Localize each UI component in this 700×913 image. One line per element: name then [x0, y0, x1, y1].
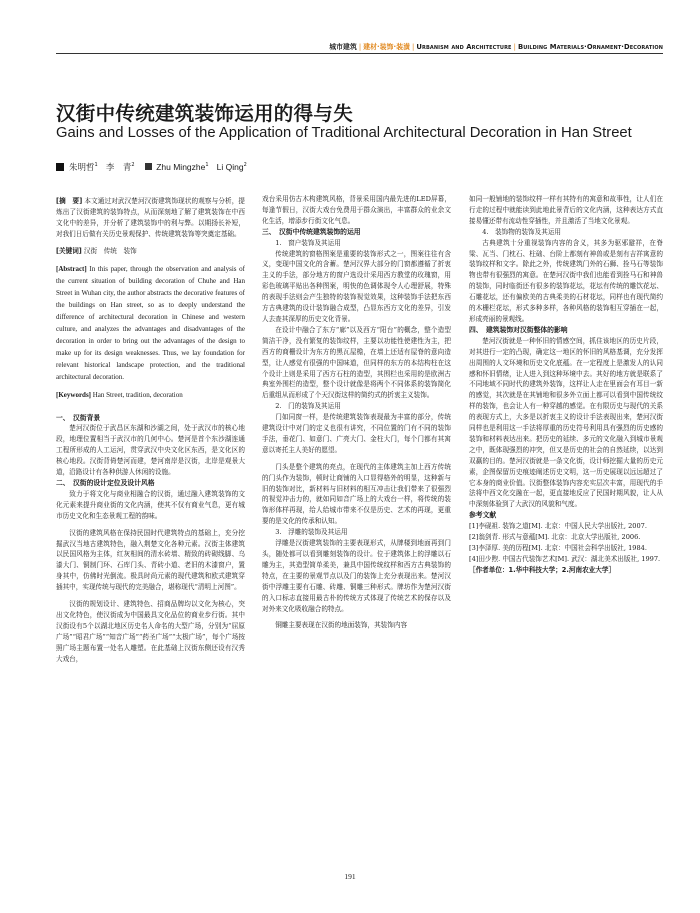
- author-affiliation: ［作者单位：1.华中科技大学；2.河南农业大学］: [469, 565, 616, 574]
- subsection-heading: 2. 门的装饰及其运用: [275, 402, 341, 411]
- paragraph: 古典建筑十分重视装饰内容的含义，其多为驱邪避祥，在脊梁、瓦当、门枕石、柱础、台阶上都刻有神兽或是刻有吉祥寓意的装饰纹样和文字。除此之外，传统建筑门外的石狮、拴马石等装饰物也带有很强烈的寓意。在楚河汉街中我们也能看到拴马石和神兽的装饰，同时临街还有很多的装饰花坛，花坛有传统的雕饮花坛、石雕花坛，还有偏欧美的古典柔美的石材花坛，同样也有现代简约的木栅栏花坛，形式多种多样，各种风格的装饰相互穿插在一起，形成亮丽的景观线。: [469, 238, 663, 323]
- paragraph: 门头是整个建筑的亮点，在现代的主体建筑主加上西方传统的门头作为装饰，顿时让商铺的入口显得格外的明显，这种新与旧的装饰对比，新材料与旧材料的相互冲击让我们带来了很强烈的视觉冲击力的，就如同如音广场上的大戏台一样，将传统的装饰形体样再现，给人给城市带来不仅是历史、艺术的再现，更重要的是文化的传承和认知。: [262, 462, 451, 526]
- paragraph: 汉街的建筑风格在保持民国时代建筑特点的基础上，充分挖掘武汉当地古建筑特色，融入荆楚文化各种元素。汉街主体建筑以民国风格为主体，红灰相间的清水砖墙、精致的砖砌线脚、乌漆大门、铜制门环、石库门头、青砖小道、老旧的木漆窗户，置身其中，仿佛时光倒流。极具时尚元素的现代建筑和欧式建筑穿插其中，实现传统与现代的完美融合，堪称现代“清明上河图”。: [56, 528, 245, 592]
- column-2: [262, 194, 451, 631]
- author-2: 李 青: [105, 163, 132, 173]
- abstract-cn: [摘 要] 本文通过对武汉楚河汉街建筑饰现状的观察与分析，提炼出了汉街建筑的装饰特点，从而深刻地了解了建筑装饰在中西文化中的差异，并分析了建筑装饰中的利与弊。以期扬长补短，对我们日后做有关历史景观保护、传统建筑装饰等突奠定基础。: [56, 197, 245, 238]
- header-en2: Building Materials·Ornament·Decoration: [517, 43, 663, 51]
- subsection-heading: 4. 装饰物的装饰及其运用: [482, 227, 562, 236]
- subsection-heading: 3. 浮雕的装饰及其运用: [275, 528, 348, 537]
- authors: 朱明哲$^1$ 李 青$^2$ Zhu Mingzhe$^1$ Li Qing$^2$: [56, 161, 247, 173]
- references-heading: 参考文献: [469, 511, 497, 520]
- header-rule: [56, 53, 663, 54]
- page-number: 191: [344, 872, 356, 881]
- column-1: [56, 196, 245, 664]
- keywords-en: [Keywords] Han Street, tradition, decoration: [56, 390, 183, 399]
- author-1: 朱明哲: [69, 163, 95, 173]
- reference-item: [4]田少煦. 中国古代装饰艺术[M]. 武汉：湖北美术出版社, 1997.: [469, 554, 661, 563]
- section-heading: 一、 汉街背景: [56, 413, 101, 422]
- paragraph: 浮雕是汉街建筑装饰的主要表现形式，从牌楼到地面再到门头，随处都可以看到雕刻装饰的设计。位于建筑体上的浮雕以石雕为主，其造型简单柔美，兼具中国传统纹样和西方古典装饰的特点，在主要的景观节点以及门的装饰上充分表现出来。楚河汉街中浮雕主要有石雕、砖雕、铜雕三种形式。牌坊作为楚河汉街的入口标志直接用最古朴的传统方式体现了传统艺术的保存以及对外来文化吸收融合的特点。: [262, 539, 451, 613]
- paragraph: 铜雕主要表现在汉街的地面装饰，其装饰内容: [275, 621, 408, 630]
- title-cn: 汉街中传统建筑装饰运用的得与失: [56, 102, 354, 125]
- column-3: [469, 194, 663, 576]
- subsection-heading: 1. 窗户装饰及其运用: [275, 238, 341, 247]
- keywords-cn: [关键词] 汉街 传统 装饰: [56, 246, 137, 255]
- reference-item: [3]李泽厚. 美的历程[M]. 北京：中国社会科学出版社, 1984.: [469, 544, 647, 552]
- author-en-1: Zhu Mingzhe: [156, 162, 206, 172]
- header-sep3: |: [513, 43, 516, 51]
- abstract-en: [Abstract] In this paper, through the observation and analysis of the current situation of building decoration of Chuhe and Han Street in Wuhan city, the author abstracts the decorative features of the buildings on Han street, so as to deeply understand the difference of architectural decoration in Chinese and western culture, and analyzes the advantages and disadvantages of the decoration in order to bring out the advantages of the design to make up for its design weaknesses. Thus, we lay foundation for relevant historical landscape protection, and the traditional architectural decoration.: [56, 264, 246, 381]
- header-sep1: |: [358, 43, 362, 51]
- reference-item: [2]翁剑青. 形式与意蕴[M]. 北京：北京大学出版社, 2006.: [469, 533, 641, 542]
- author-en-2: Li Qing: [216, 162, 244, 172]
- header-cn1: 城市建筑: [329, 43, 357, 51]
- paragraph: 戏台采用仿古木构建筑风格，背景采用国内最先进的LED屏幕，每逢节假日，汉街大戏台免费用于群众演出，丰富群众的业余文化生活，增添步行街文化气息。: [262, 195, 451, 225]
- section-heading: 三、 汉街中传统建筑装饰的运用: [262, 227, 361, 236]
- square-icon: [145, 163, 152, 170]
- header-sep2: |: [412, 43, 415, 51]
- reference-item: [1]李砚祖. 装饰之道[M]. 北京：中国人民大学出版社, 2007.: [469, 522, 647, 531]
- running-header: [0, 41, 663, 51]
- paragraph: 传统建筑的窗格图案是重要的装饰形式之一，图案往往有含义，变现中国文化的含蓄。楚河汉界大部分的门窗都遵循了折衷主义的手法，部分地方的窗户选设计采用西方教堂的玫瑰窗，用彩色玻璃平贴出各种图案，明快的色调体现令人心理舒展，特殊的表现手法则会产生独特的装饰视觉效果，这种装饰手法把东西方古典建筑的设计装饰融合成型，凸显东西方文化的差异，引发人去查其深厚的历史文化背景。: [262, 249, 451, 323]
- paragraph: 在设计中融合了东方“廊”以及西方“阳台”的概念，整个造型简洁干净，没有繁复的装饰纹样，主要以功能性使建性为主，把西方的商栅设计为东方的黑瓦屋檐，在墙上还适有屋脊的意向造型，让人感觉有很强的中国味道，但同样的东方的本结构柱在这个设计上则是采用了西方石柱的造型，其围栏也采用的是欧洲古典室外围栏的造型，整个设计就像是将两个不同体系的装饰简化后重组从而形成了个天汉街这样的简约式的折衷主义装饰。: [262, 325, 451, 400]
- title-en: Gains and Losses of the Application of Traditional Architectural Decoration in Han Street: [56, 125, 632, 141]
- square-icon: [56, 163, 64, 171]
- paragraph: 楚河汉街就是一种怀旧的情感空间，抓住该地区的历史片段，对其进行一定的凸现，确定这一地区的怀旧的风格基调，充分发挥出周围的人文环境和历史文化底蕴。在一定程度上是激发人的认同感和怀旧情绪，让人进入到这种环境中去。其好的地方就是联系了不同地域不同时代的建筑外装饰，这样让人走在里面会有耳目一新的感觉，其次就是在其铺地和很多外立面上都可以看到中国传统纹样的装饰，也会让人有一种穿越的感觉。在有限历史与现代的关系的表现方式上，大多是以折衷主义的设计手法表现出来，楚河汉街同样也是利用这一手法将厚重的历史符号利用具有强烈的历史感的装饰和材料表达出来。把历史的延续、多元的文化融入到城市景观之中，既体现强烈的冲突，但又是历史的社会的自然延续，以达到双赢的目的。楚河汉街就是一条文化街，设计师挖掘大量的历史元素，企图保留历史痕迹阐述历史文明，这一历史展现以远远超过了它本身的商业价值。汉街整体装饰内容充实层次丰富，用现代的手法将中西文化交融在一起，更直接地反应了民国时期风貌，让人从中深刻体验到了大武汉的风貌和气度。: [469, 336, 663, 509]
- section-heading: 四、 建筑装饰对汉街整体的影响: [469, 325, 568, 334]
- header-en1: Urbanism and Architecture: [416, 43, 512, 51]
- paragraph: 楚河汉街位于武昌区东湖和沙湖之间，处于武汉市的核心地段，地理位置相当于武汉市的几何中心。楚河是首个东沙湖连通工程所形成的人工运河，贯穿武汉中央文化区东西，是文化区的核心地段。汉街背倚楚河而建，楚河南岸是汉街，北岸是观景大道，沿路设计有各种供游人休闲的设施。: [56, 424, 245, 477]
- paragraph: 门如同窗一样，是传统建筑装饰表现最为丰富的部分，传统建筑设计中对门的定义也很有讲究，不同位置的门有不同的装饰手法，垂花门、如意门、广亮大门、金柱大门，每个门都有其寓意以寄托主人美好的愿望。: [262, 413, 451, 454]
- section-heading: 二、 汉街的设计定位及设计风格: [56, 478, 155, 487]
- header-cn2: 建材·装饰·装潢: [363, 43, 410, 51]
- paragraph: 如同一般铺地的装饰纹样一样有其特有的寓意和故事性，让人们在行走的过程中就能读到此地此景背后的文化内涵，这种表达方式直接易懂还带有流动性穿插性，并且激活了当地文化景观。: [469, 195, 663, 225]
- paragraph: 致力于将文化与商业相融合的汉街，通过融入建筑装饰的文化元素来提升商业街的文化内涵，使其不仅有商业气息，更有城市历史文化和生态景观工程的韵味。: [56, 489, 245, 520]
- paragraph: 汉街的规划设计、建筑特色、招商品牌均以文化为核心，突出文化特色，使汉街成为中国最具文化品位的商业步行街。其中汉街设有5个以湖北地区历史名人命名的大型广场，分别为“屈原广场”“昭君广场”“知音广场”“药圣广场”“太极广场”，每个广场按照广场主题布置一处名人雕塑。在此基础上汉街东侧还设有汉秀大戏台，: [56, 600, 245, 663]
